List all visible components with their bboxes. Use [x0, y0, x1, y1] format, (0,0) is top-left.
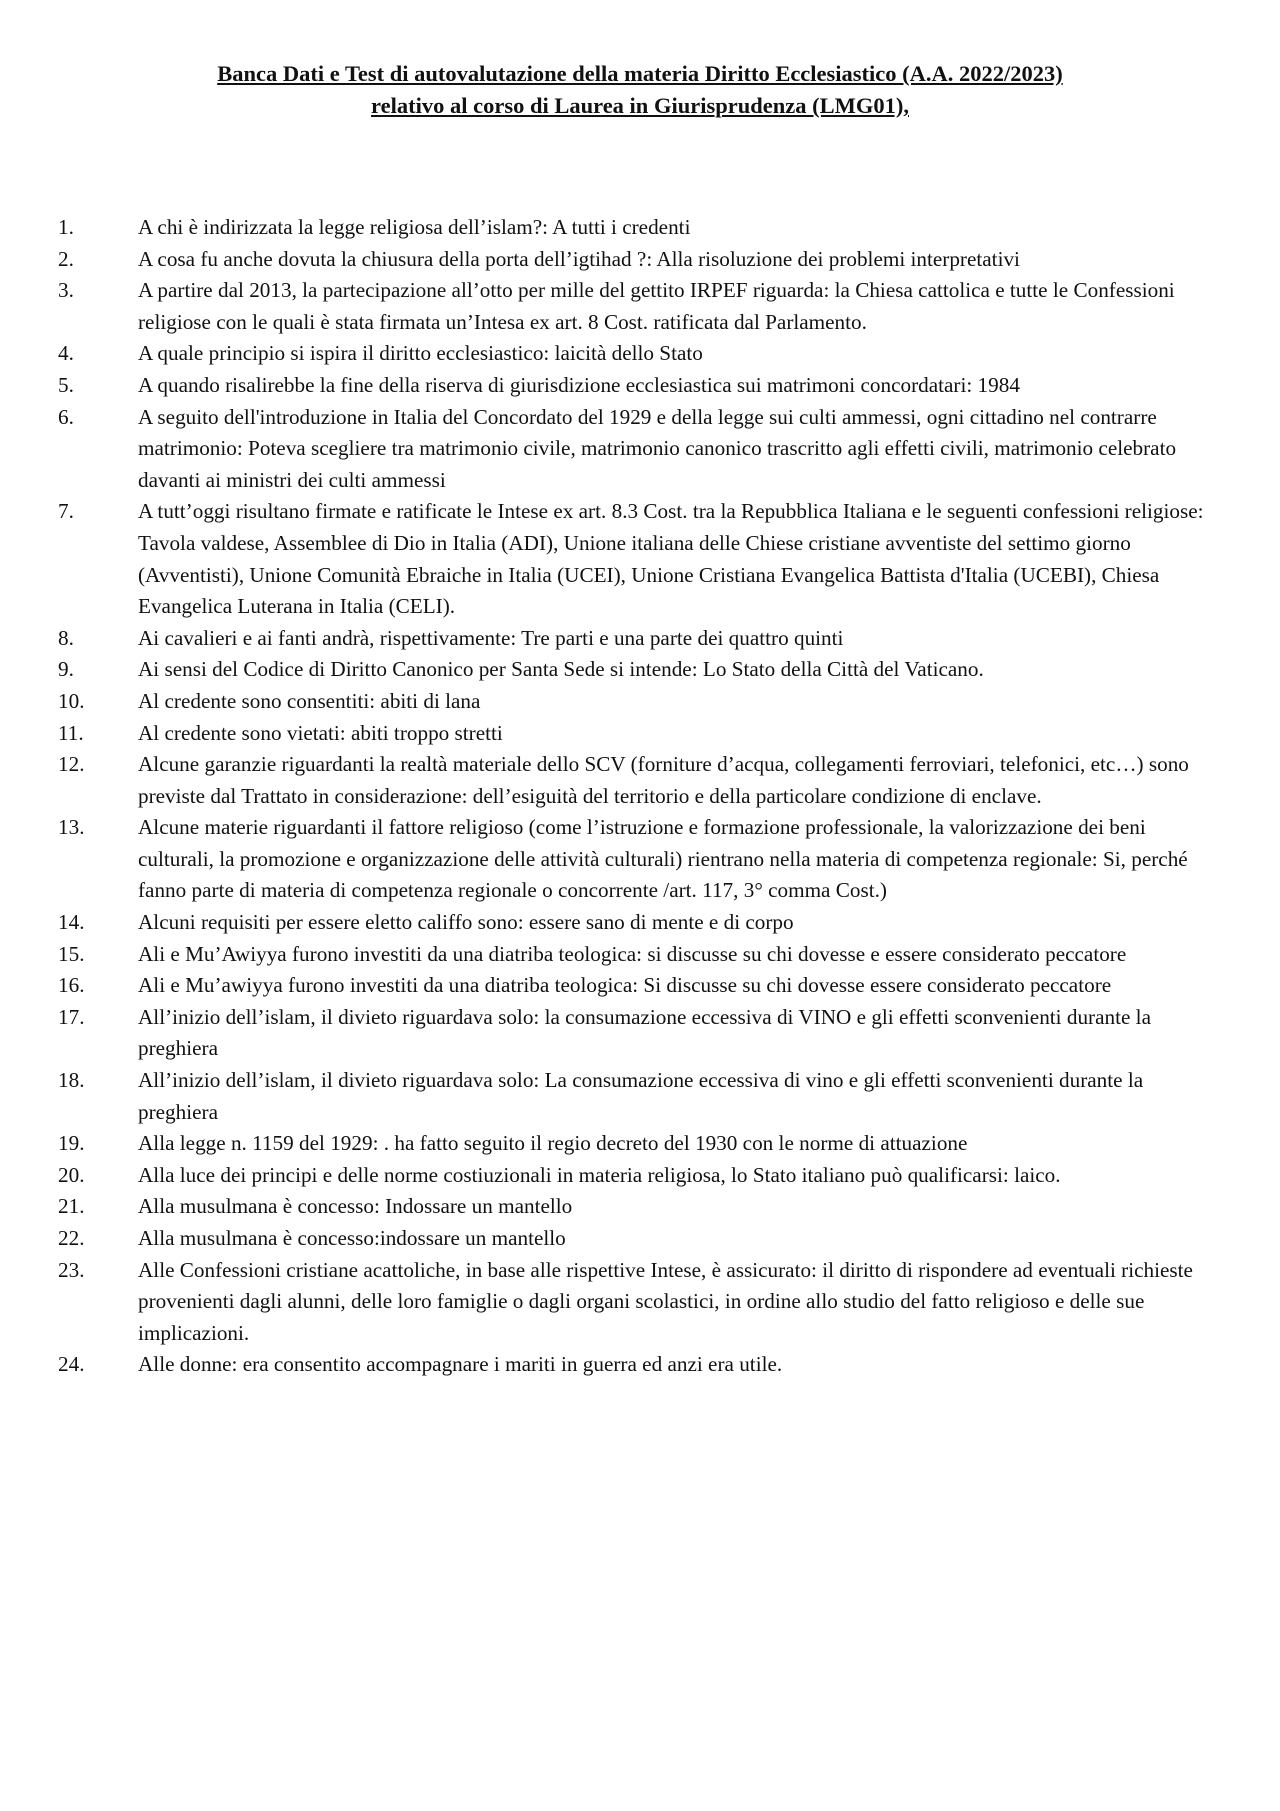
question-text: Alle Confessioni cristiane acattoliche, in base alle rispettive Intese, è assicurato: il diritto di rispondere ad eventuali richieste provenienti dagli alunni, delle loro famiglie o dagli organi scolastici, in ordine allo studio del fatto religioso e delle sue implicazioni.	[138, 1257, 1193, 1345]
question-number: 15.	[58, 941, 85, 966]
question-number: 2.	[58, 246, 74, 271]
question-item	[58, 749, 1220, 812]
question-item	[58, 718, 1220, 750]
question-text: Alcune garanzie riguardanti la realtà materiale dello SCV (forniture d’acqua, collegamenti ferroviari, telefonici, etc…) sono previste dal Trattato in considerazione: dell’esiguità del territorio e della particolare condizione di enclave.	[138, 752, 1189, 808]
question-item	[58, 1065, 1220, 1128]
question-item	[58, 338, 1220, 370]
question-text: All’inizio dell’islam, il divieto riguardava solo: la consumazione eccessiva di VINO e gli effetti sconvenienti durante la preghiera	[138, 1004, 1151, 1061]
question-number: 11.	[58, 720, 84, 745]
question-item	[58, 1223, 1220, 1255]
question-number: 16.	[58, 973, 85, 998]
question-text: A quando risalirebbe la fine della riserva di giurisdizione ecclesiastica sui matrimoni concordatari: 1984	[138, 372, 1020, 397]
question-number: 18.	[58, 1068, 85, 1093]
question-text: Ali e Mu’awiyya furono investiti da una diatriba teologica: Si discusse su chi dovesse essere considerato peccatore	[138, 973, 1112, 998]
question-text: A tutt’oggi risultano firmate e ratificate le Intese ex art. 8.3 Cost. tra la Repubblica Italiana e le seguenti confessioni religiose: Tavola valdese, Assemblee di Dio in Italia (ADI), Unione italiana delle Chiese cristiane avventiste del settimo giorno (Avventisti), Unione Comunità Ebraiche in Italia (UCEI), Unione Cristiana Evangelica Battista d'Italia (UCEBI), Chiesa Evangelica Luterana in Italia (CELI).	[138, 499, 1204, 619]
question-number: 23.	[58, 1257, 85, 1282]
question-number: 22.	[58, 1226, 85, 1250]
question-number: 14.	[58, 910, 85, 935]
question-item	[58, 1128, 1220, 1160]
question-item	[58, 496, 1220, 622]
question-number: 7.	[58, 499, 74, 524]
question-number: 6.	[58, 404, 74, 429]
question-number: 17.	[58, 1004, 85, 1029]
question-list	[58, 212, 1220, 1381]
question-item	[58, 1160, 1220, 1192]
question-text: Ali e Mu’Awiyya furono investiti da una diatriba teologica: si discusse su chi dovesse e essere considerato peccatore	[138, 941, 1127, 966]
question-text: A partire dal 2013, la partecipazione all’otto per mille del gettito IRPEF riguarda: la Chiesa cattolica e tutte le Confessioni religiose con le quali è stata firmata un’Intesa ex art. 8 Cost. ratificata dal Parlamento.	[138, 278, 1175, 334]
question-text: A quale principio si ispira il diritto ecclesiastico: laicità dello Stato	[138, 341, 703, 366]
question-number: 8.	[58, 625, 74, 650]
question-number: 21.	[58, 1194, 85, 1219]
question-text: Alla luce dei principi e delle norme costiuzionali in materia religiosa, lo Stato italiano può qualificarsi: laico.	[138, 1162, 1061, 1187]
question-number: 10.	[58, 688, 85, 713]
question-text: Alla musulmana è concesso:indossare un mantello	[138, 1226, 566, 1250]
question-item	[58, 654, 1220, 686]
question-number: 4.	[58, 341, 74, 366]
question-text: Alcuni requisiti per essere eletto califfo sono: essere sano di mente e di corpo	[138, 910, 794, 935]
question-number: 3.	[58, 278, 74, 303]
question-text: Al credente sono vietati: abiti troppo stretti	[138, 720, 503, 745]
question-text: A seguito dell'introduzione in Italia del Concordato del 1929 e della legge sui culti ammessi, ogni cittadino nel contrarre matrimonio: Poteva scegliere tra matrimonio civile, matrimonio canonico trascritto agli effetti civili, matrimonio celebrato davanti ai ministri dei culti ammessi	[138, 404, 1177, 492]
question-item	[58, 686, 1220, 718]
document-subtitle: relativo al corso di Laurea in Giurisprudenza (LMG01),	[371, 93, 909, 118]
question-item	[58, 1002, 1220, 1065]
question-item	[58, 1255, 1220, 1350]
question-item	[58, 939, 1220, 971]
question-number: 13.	[58, 815, 85, 840]
question-item	[58, 244, 1220, 276]
question-item	[58, 275, 1220, 338]
question-item	[58, 212, 1220, 244]
question-text: A cosa fu anche dovuta la chiusura della porta dell’igtihad ?: Alla risoluzione dei problemi interpretativi	[138, 246, 1020, 271]
question-number: 1.	[58, 215, 74, 239]
question-text: All’inizio dell’islam, il divieto riguardava solo: La consumazione eccessiva di vino e gli effetti sconvenienti durante la preghiera	[138, 1068, 1144, 1124]
question-text: Al credente sono consentiti: abiti di lana	[138, 688, 481, 713]
question-item	[58, 1191, 1220, 1223]
question-item	[58, 1349, 1220, 1381]
question-number: 20.	[58, 1162, 85, 1187]
question-item	[58, 370, 1220, 402]
question-text: Alla legge n. 1159 del 1929: . ha fatto seguito il regio decreto del 1930 con le norme di attuazione	[138, 1131, 968, 1156]
question-text: Alcune materie riguardanti il fattore religioso (come l’istruzione e formazione professionale, la valorizzazione dei beni culturali, la promozione e organizzazione delle attività culturali) rientrano nella materia di competenza regionale: Si, perché fanno parte di materia di competenza regionale o concorrente /art. 117, 3° comma Cost.)	[138, 815, 1188, 903]
question-text: Ai cavalieri e ai fanti andrà, rispettivamente: Tre parti e una parte dei quattro quinti	[138, 625, 844, 650]
question-text: Alla musulmana è concesso: Indossare un mantello	[138, 1194, 573, 1219]
question-number: 24.	[58, 1352, 85, 1377]
question-number: 12.	[58, 752, 85, 777]
document-title: Banca Dati e Test di autovalutazione della materia Diritto Ecclesiastico (A.A. 2022/2023)	[217, 61, 1063, 86]
document-header	[0, 58, 1280, 122]
question-number: 19.	[58, 1131, 85, 1156]
question-text: Ai sensi del Codice di Diritto Canonico per Santa Sede si intende: Lo Stato della Città del Vaticano.	[138, 657, 984, 682]
question-number: 9.	[58, 657, 74, 682]
question-item	[58, 402, 1220, 497]
question-number: 5.	[58, 372, 74, 397]
question-item	[58, 970, 1220, 1002]
question-item	[58, 907, 1220, 939]
question-item	[58, 623, 1220, 655]
question-item	[58, 812, 1220, 907]
question-text: Alle donne: era consentito accompagnare i mariti in guerra ed anzi era utile.	[138, 1352, 783, 1377]
question-text: A chi è indirizzata la legge religiosa dell’islam?: A tutti i credenti	[138, 215, 691, 239]
